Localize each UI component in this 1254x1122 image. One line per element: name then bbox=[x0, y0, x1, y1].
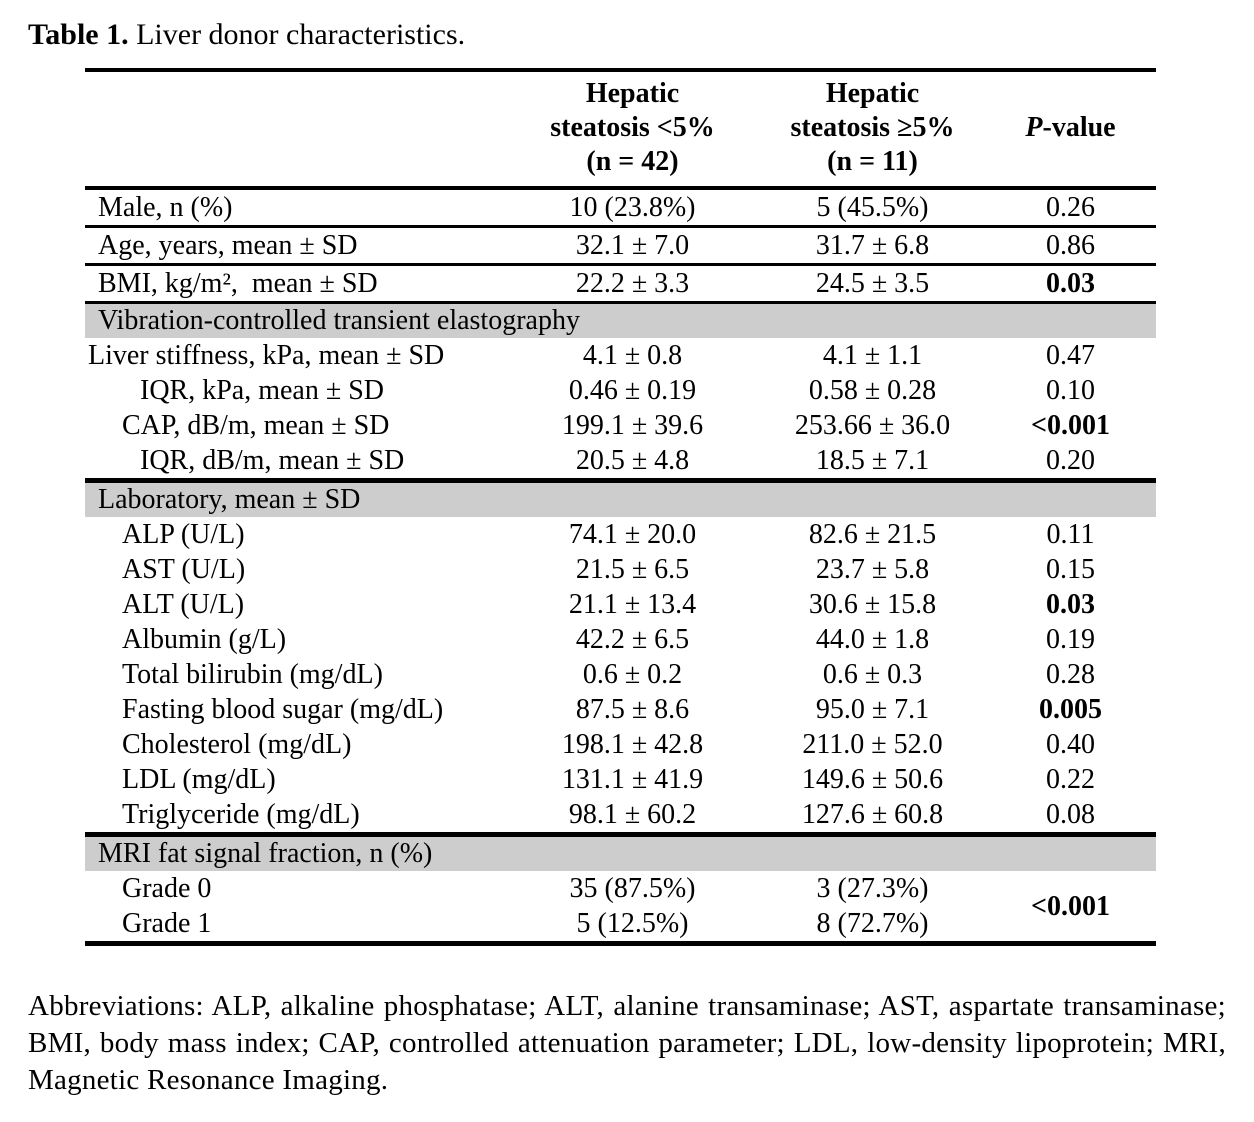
liver-donor-characteristics-table bbox=[85, 68, 1156, 946]
header-line: Hepatic bbox=[585, 78, 680, 109]
value-steatosis-lt5: 10 (23.8%) bbox=[505, 188, 760, 227]
row-label: LDL (mg/dL) bbox=[122, 764, 276, 795]
table-title-text: Liver donor characteristics. bbox=[128, 18, 466, 51]
table-row bbox=[85, 622, 1156, 657]
row-label: Total bilirubin (mg/dL) bbox=[122, 659, 383, 690]
p-value: 0.15 bbox=[1046, 554, 1095, 585]
section-header: MRI fat signal fraction, n (%) bbox=[85, 835, 1156, 872]
row-label: CAP, dB/m, mean ± SD bbox=[122, 410, 390, 441]
value-steatosis-lt5: 5 (12.5%) bbox=[576, 908, 689, 939]
section-row bbox=[85, 481, 1156, 518]
header-col-pvalue bbox=[985, 70, 1156, 188]
value-steatosis-ge5: 149.6 ± 50.6 bbox=[801, 764, 944, 795]
header-line: (n = 11) bbox=[827, 146, 918, 177]
row-label: Liver stiffness, kPa, mean ± SD bbox=[88, 340, 445, 371]
value-steatosis-lt5: 0.6 ± 0.2 bbox=[582, 659, 683, 690]
row-label: IQR, dB/m, mean ± SD bbox=[85, 443, 505, 481]
row-label: IQR, kPa, mean ± SD bbox=[140, 375, 385, 406]
p-value: 0.03 bbox=[985, 265, 1156, 303]
row-label: Age, years, mean ± SD bbox=[85, 227, 505, 265]
section-row bbox=[85, 303, 1156, 339]
value-steatosis-ge5: 24.5 ± 3.5 bbox=[760, 265, 985, 303]
value-steatosis-ge5: 0.58 ± 0.28 bbox=[808, 375, 937, 406]
value-steatosis-ge5: 5 (45.5%) bbox=[760, 188, 985, 227]
value-steatosis-lt5: 42.2 ± 6.5 bbox=[575, 624, 690, 655]
value-steatosis-lt5: 32.1 ± 7.0 bbox=[505, 227, 760, 265]
p-value: 0.26 bbox=[985, 188, 1156, 227]
value-steatosis-ge5: 95.0 ± 7.1 bbox=[815, 694, 930, 725]
value-steatosis-lt5: 198.1 ± 42.8 bbox=[561, 729, 704, 760]
table-row bbox=[85, 443, 1156, 481]
p-value: 0.11 bbox=[1046, 519, 1095, 550]
value-steatosis-ge5: 211.0 ± 52.0 bbox=[802, 729, 943, 760]
value-steatosis-ge5: 8 (72.7%) bbox=[816, 908, 929, 939]
section-header: Vibration-controlled transient elastography bbox=[85, 303, 1156, 339]
p-value: 0.08 bbox=[985, 797, 1156, 835]
row-label: Albumin (g/L) bbox=[122, 624, 287, 655]
row-label: Grade 0 bbox=[122, 873, 212, 904]
table-row bbox=[85, 692, 1156, 727]
table-title-label: Table 1. bbox=[28, 18, 129, 51]
value-steatosis-lt5: 199.1 ± 39.6 bbox=[561, 410, 704, 441]
table-row bbox=[85, 338, 1156, 373]
value-steatosis-lt5: 0.46 ± 0.19 bbox=[568, 375, 697, 406]
value-steatosis-lt5: 74.1 ± 20.0 bbox=[568, 519, 697, 550]
table-row bbox=[85, 552, 1156, 587]
p-value: 0.005 bbox=[1039, 694, 1102, 725]
table-body bbox=[85, 188, 1156, 944]
pvalue-rest: -value bbox=[1042, 112, 1116, 143]
header-col-steatosis-ge5 bbox=[760, 70, 985, 188]
row-label: Triglyceride (mg/dL) bbox=[85, 797, 505, 835]
p-value: <0.001 bbox=[1031, 410, 1110, 441]
value-steatosis-ge5: 253.66 ± 36.0 bbox=[794, 410, 951, 441]
header-line: steatosis ≥5% bbox=[790, 112, 955, 143]
abbreviations-note: Abbreviations: ALP, alkaline phosphatase; ALT, alanine transaminase; AST, aspartate transaminase; BMI, body mass index; CAP, controlled attenuation parameter; LDL, low-density lipoprotein; MRI, Magnetic Resonance Imaging. bbox=[28, 990, 1226, 1096]
value-steatosis-lt5: 20.5 ± 4.8 bbox=[505, 443, 760, 481]
p-value: 0.28 bbox=[1046, 659, 1095, 690]
p-value: 0.19 bbox=[1046, 624, 1095, 655]
table-row bbox=[85, 657, 1156, 692]
section-row bbox=[85, 835, 1156, 872]
pvalue-italic-p: P bbox=[1025, 112, 1043, 143]
table-row bbox=[85, 762, 1156, 797]
header-line: (n = 42) bbox=[586, 146, 679, 177]
header-line: Hepatic bbox=[825, 78, 920, 109]
row-label: AST (U/L) bbox=[122, 554, 246, 585]
p-value: 0.86 bbox=[985, 227, 1156, 265]
table-row bbox=[85, 408, 1156, 443]
value-steatosis-lt5: 131.1 ± 41.9 bbox=[561, 764, 704, 795]
header-empty-cell bbox=[85, 70, 505, 188]
value-steatosis-ge5: 30.6 ± 15.8 bbox=[808, 589, 937, 620]
p-value: 0.10 bbox=[1046, 375, 1095, 406]
table-row bbox=[85, 727, 1156, 762]
value-steatosis-ge5: 31.7 ± 6.8 bbox=[760, 227, 985, 265]
value-steatosis-ge5: 127.6 ± 60.8 bbox=[760, 797, 985, 835]
value-steatosis-ge5: 0.6 ± 0.3 bbox=[822, 659, 923, 690]
row-label: Male, n (%) bbox=[85, 188, 505, 227]
value-steatosis-ge5: 23.7 ± 5.8 bbox=[815, 554, 930, 585]
table-row bbox=[85, 188, 1156, 227]
row-label: Fasting blood sugar (mg/dL) bbox=[122, 694, 444, 725]
table-row bbox=[85, 227, 1156, 265]
p-value: 0.22 bbox=[1046, 764, 1095, 795]
value-steatosis-lt5: 35 (87.5%) bbox=[569, 873, 696, 904]
table-row bbox=[85, 265, 1156, 303]
value-steatosis-ge5: 4.1 ± 1.1 bbox=[822, 340, 923, 371]
row-label: Grade 1 bbox=[122, 908, 212, 939]
value-steatosis-lt5: 4.1 ± 0.8 bbox=[582, 340, 683, 371]
p-value: 0.40 bbox=[1046, 729, 1095, 760]
table-header bbox=[85, 70, 1156, 188]
p-value: 0.03 bbox=[1046, 589, 1095, 620]
value-steatosis-ge5: 44.0 ± 1.8 bbox=[815, 624, 930, 655]
section-header: Laboratory, mean ± SD bbox=[85, 481, 1156, 518]
table-title bbox=[28, 14, 1226, 56]
row-label: BMI, kg/m², mean ± SD bbox=[85, 265, 505, 303]
table-row bbox=[85, 871, 1156, 906]
header-line: steatosis <5% bbox=[550, 112, 715, 143]
row-label: ALT (U/L) bbox=[122, 589, 245, 620]
table-row bbox=[85, 517, 1156, 552]
table-row bbox=[85, 587, 1156, 622]
value-steatosis-lt5: 21.5 ± 6.5 bbox=[575, 554, 690, 585]
row-label: ALP (U/L) bbox=[122, 519, 245, 550]
value-steatosis-lt5: 98.1 ± 60.2 bbox=[505, 797, 760, 835]
value-steatosis-lt5: 22.2 ± 3.3 bbox=[505, 265, 760, 303]
value-steatosis-lt5: 87.5 ± 8.6 bbox=[575, 694, 690, 725]
value-steatosis-ge5: 3 (27.3%) bbox=[816, 873, 929, 904]
header-row bbox=[85, 70, 1156, 188]
p-value: 0.20 bbox=[985, 443, 1156, 481]
value-steatosis-ge5: 82.6 ± 21.5 bbox=[808, 519, 937, 550]
p-value: 0.47 bbox=[1046, 340, 1095, 371]
p-value: <0.001 bbox=[1031, 890, 1110, 922]
value-steatosis-ge5: 18.5 ± 7.1 bbox=[760, 443, 985, 481]
header-col-steatosis-lt5 bbox=[505, 70, 760, 188]
value-steatosis-lt5: 21.1 ± 13.4 bbox=[568, 589, 697, 620]
table-row bbox=[85, 797, 1156, 835]
row-label: Cholesterol (mg/dL) bbox=[122, 729, 352, 760]
table-row bbox=[85, 373, 1156, 408]
